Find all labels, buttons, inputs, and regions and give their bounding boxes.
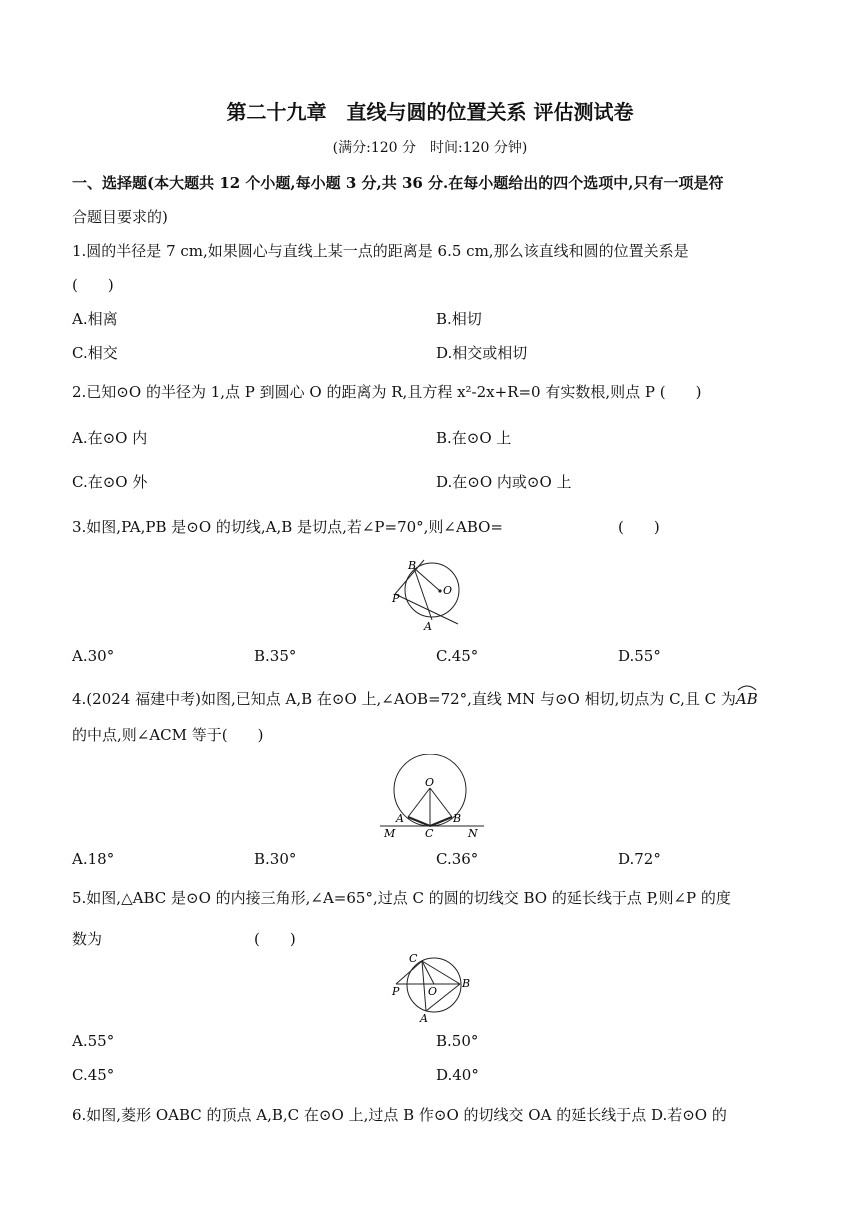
page-title: 第二十九章 直线与圆的位置关系 评估测试卷 — [226, 100, 634, 124]
q4-label-n: N — [468, 827, 478, 840]
q1-stem: 1.圆的半径是 7 cm,如果圆心与直线上某一点的距离是 6.5 cm,那么该直线和圆的位置关系是 — [72, 242, 689, 260]
q2-stem: 2.已知⊙O 的半径为 1,点 P 到圆心 O 的距离为 R,且方程 x²-2x+R=0 有实数根,则点 P ( ) — [72, 383, 702, 401]
q5-option-c: C.45° — [72, 1066, 115, 1084]
section-heading-line1: 一、选择题(本大题共 12 个小题,每小题 3 分,共 36 分.在每小题给出的四个选项中,只有一项是符 — [72, 174, 724, 192]
q4-stem-text: 4.(2024 福建中考)如图,已知点 A,B 在⊙O 上,∠AOB=72°,直线 MN 与⊙O 相切,切点为 C,且 C 为 — [72, 690, 736, 708]
q3-answer-paren: ( ) — [618, 518, 660, 536]
q2-option-b: B.在⊙O 上 — [436, 429, 512, 447]
q4-stem-line2: 的中点,则∠ACM 等于( ) — [72, 726, 264, 744]
q4-label-c: C — [425, 827, 434, 840]
q5-option-b: B.50° — [436, 1032, 479, 1050]
q5-figure — [388, 951, 478, 1025]
q4-stem — [72, 688, 758, 710]
q4-option-c: C.36° — [436, 850, 479, 868]
q4-option-d: D.72° — [618, 850, 661, 868]
q3-figure — [380, 556, 480, 634]
q1-answer-paren: ( ) — [72, 276, 114, 294]
q3-label-o: O — [443, 584, 453, 597]
q3-stem: 3.如图,PA,PB 是⊙O 的切线,A,B 是切点,若∠P=70°,则∠ABO= — [72, 518, 503, 536]
q5-label-a: A — [420, 1012, 428, 1025]
q1-option-b: B.相切 — [436, 310, 482, 328]
arc-icon — [736, 683, 758, 691]
q1-option-a: A.相离 — [72, 310, 118, 328]
q4-label-m: M — [384, 827, 396, 840]
q5-label-p: P — [392, 985, 400, 998]
q4-option-a: A.18° — [72, 850, 115, 868]
q4-arc-ab: AB — [736, 688, 758, 710]
q5-label-o: O — [428, 985, 438, 998]
q4-option-b: B.30° — [254, 850, 297, 868]
q3-label-p: P — [392, 592, 400, 605]
q4-label-o: O — [425, 776, 435, 789]
q3-option-b: B.35° — [254, 647, 297, 665]
q5-stem-line2: 数为 — [72, 930, 103, 948]
q5-label-c: C — [409, 952, 418, 965]
q6-stem: 6.如图,菱形 OABC 的顶点 A,B,C 在⊙O 上,过点 B 作⊙O 的切线交 OA 的延长线于点 D.若⊙O 的 — [72, 1106, 727, 1124]
q5-stem: 5.如图,△ABC 是⊙O 的内接三角形,∠A=65°,过点 C 的圆的切线交 BO 的延长线于点 P,则∠P 的度 — [72, 889, 731, 907]
q1-option-d: D.相交或相切 — [436, 344, 528, 362]
q5-label-b: B — [462, 977, 471, 990]
q4-label-a: A — [396, 812, 404, 825]
q3-label-a: A — [424, 620, 432, 633]
page-subtitle: (满分:120 分 时间:120 分钟) — [332, 140, 528, 156]
q4-figure — [378, 754, 488, 840]
q3-label-b: B — [408, 559, 417, 572]
q2-option-a: A.在⊙O 内 — [72, 429, 148, 447]
q5-answer-paren: ( ) — [254, 930, 296, 948]
q3-option-d: D.55° — [618, 647, 661, 665]
section-heading-line2: 合题目要求的) — [72, 208, 168, 226]
q1-option-c: C.相交 — [72, 344, 118, 362]
q3-option-a: A.30° — [72, 647, 115, 665]
q5-option-d: D.40° — [436, 1066, 479, 1084]
q2-option-d: D.在⊙O 内或⊙O 上 — [436, 473, 572, 491]
q5-option-a: A.55° — [72, 1032, 115, 1050]
q2-option-c: C.在⊙O 外 — [72, 473, 148, 491]
q3-option-c: C.45° — [436, 647, 479, 665]
q4-label-b: B — [453, 812, 462, 825]
